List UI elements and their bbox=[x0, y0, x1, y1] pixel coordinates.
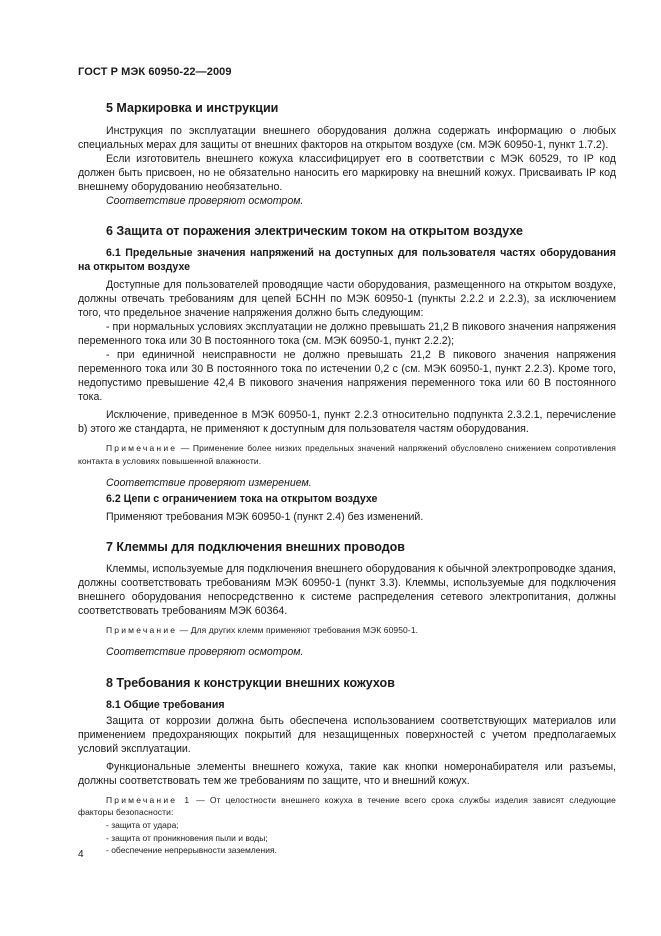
section-8-paragraph-2: Функциональные элементы внешнего кожуха, такие как кнопки номеронабирателя или разъемы, должны соответствовать тем же требованиям по защите, что и внешний кожух. bbox=[78, 760, 616, 787]
note-label: Примечание bbox=[106, 443, 178, 453]
note-list-item: - защита от удара; bbox=[106, 819, 179, 830]
section-6-paragraph-3: Применяют требования МЭК 60950-1 (пункт 2.4) без изменений. bbox=[106, 511, 424, 524]
subsection-8-1-title: 8.1 Общие требования bbox=[106, 698, 225, 711]
section-6-paragraph-2: Исключение, приведенное в МЭК 60950-1, пункт 2.2.3 относительно подпункта 2.3.2.1, перечисление b) этого же стандарта, не применяют к доступным для пользователя частям оборудования. bbox=[78, 409, 616, 435]
page-number: 4 bbox=[78, 849, 84, 860]
note-label: Примечание bbox=[106, 625, 178, 636]
section-7-note bbox=[78, 624, 616, 637]
note-text: — Применение более низких предельных значений напряжений обусловлено снижением сопротивления контакта в условиях повышенной влажности. bbox=[78, 443, 616, 466]
section-8-title: 8 Требования к конструкции внешних кожухов bbox=[106, 675, 395, 690]
section-8-note-1 bbox=[78, 794, 616, 819]
document-header: ГОСТ Р МЭК 60950-22—2009 bbox=[78, 66, 232, 78]
note-list-item: - защита от проникновения пыли и воды; bbox=[106, 832, 268, 843]
section-5-title: 5 Маркировка и инструкции bbox=[106, 101, 279, 115]
section-6-compliance: Соответствие проверяют измерением. bbox=[106, 477, 312, 490]
subsection-6-1-title: 6.1 Предельные значения напряжений на доступных для пользователя частях оборудования на открытом воздухе bbox=[78, 247, 616, 273]
section-7-title: 7 Клеммы для подключения внешних проводов bbox=[106, 540, 405, 555]
section-5-compliance: Соответствие проверяют осмотром. bbox=[106, 195, 304, 207]
section-7-paragraph-1: Клеммы, используемые для подключения внешнего оборудования к обычной электропроводке здания, должны соответствовать требованиям МЭК 60950-1 (пункт 3.3). Клеммы, используемые для подключения внешнего оборудования непосредственно к системе распределения сетевого электропитания, должны соответствовать требованиям МЭК 60364. bbox=[78, 563, 616, 618]
section-6-list-item-2: - при единичной неисправности не должно превышать 21,2 В пикового значения напряжения переменного тока или 30 В постоянного тока по истечении 0,2 с (см. МЭК 60950-1, пункт 2.2.3). Кроме того, недопустимо превышение 42,4 В пикового значения напряжения переменного тока или 60 В постоянного тока. bbox=[78, 349, 616, 403]
subsection-6-2-title: 6.2 Цепи с ограничением тока на открытом воздухе bbox=[106, 493, 378, 506]
section-6-list-item-1: - при нормальных условиях эксплуатации не должно превышать 21,2 В пикового значения напряжения переменного тока или 30 В постоянного тока (см. МЭК 60950-1, пункт 2.2.2); bbox=[78, 321, 616, 347]
section-5-paragraph-1: Инструкция по эксплуатации внешнего оборудования должна содержать информацию о любых специальных мерах для защиты от внешних факторов на открытом воздухе (см. МЭК 60950-1, пункт 1.7.2). bbox=[78, 125, 616, 151]
section-8-paragraph-1: Защита от коррозии должна быть обеспечена использованием соответствующих материалов или применением предохраняющих покрытий для незащищенных поверхностей с учетом предполагаемых условий эксплуатации. bbox=[78, 714, 616, 755]
section-6-title: 6 Защита от поражения электрическим током на открытом воздухе bbox=[106, 224, 523, 238]
document-page bbox=[78, 66, 616, 857]
note-text: — Для других клемм применяют требования МЭК 60950-1. bbox=[177, 625, 419, 636]
section-7-compliance: Соответствие проверяют осмотром. bbox=[106, 645, 304, 658]
section-5-paragraph-2: Если изготовитель внешнего кожуха классифицирует его в соответствии с МЭК 60529, то IP код должен быть присвоен, но не обязательно наносить его маркировку на внешний кожух. Присваивать IP код внешнему оборудованию необязательно. bbox=[78, 153, 616, 193]
note-label: Примечание 1 bbox=[106, 794, 192, 805]
note-text: — От целостности внешнего кожуха в течение всего срока службы изделия зависят следующие факторы безопасности: bbox=[78, 794, 616, 818]
section-6-note bbox=[78, 442, 616, 467]
section-6-paragraph-1: Доступные для пользователей проводящие части оборудования, размещенного на открытом воздухе, должны отвечать требованиям для цепей БСНН по МЭК 60950-1 (пункты 2.2.2 и 2.2.3), за исключением того, что предельное значение напряжения должно быть следующим: bbox=[78, 279, 616, 319]
note-list-item: - обеспечение непрерывности заземления. bbox=[106, 845, 277, 856]
